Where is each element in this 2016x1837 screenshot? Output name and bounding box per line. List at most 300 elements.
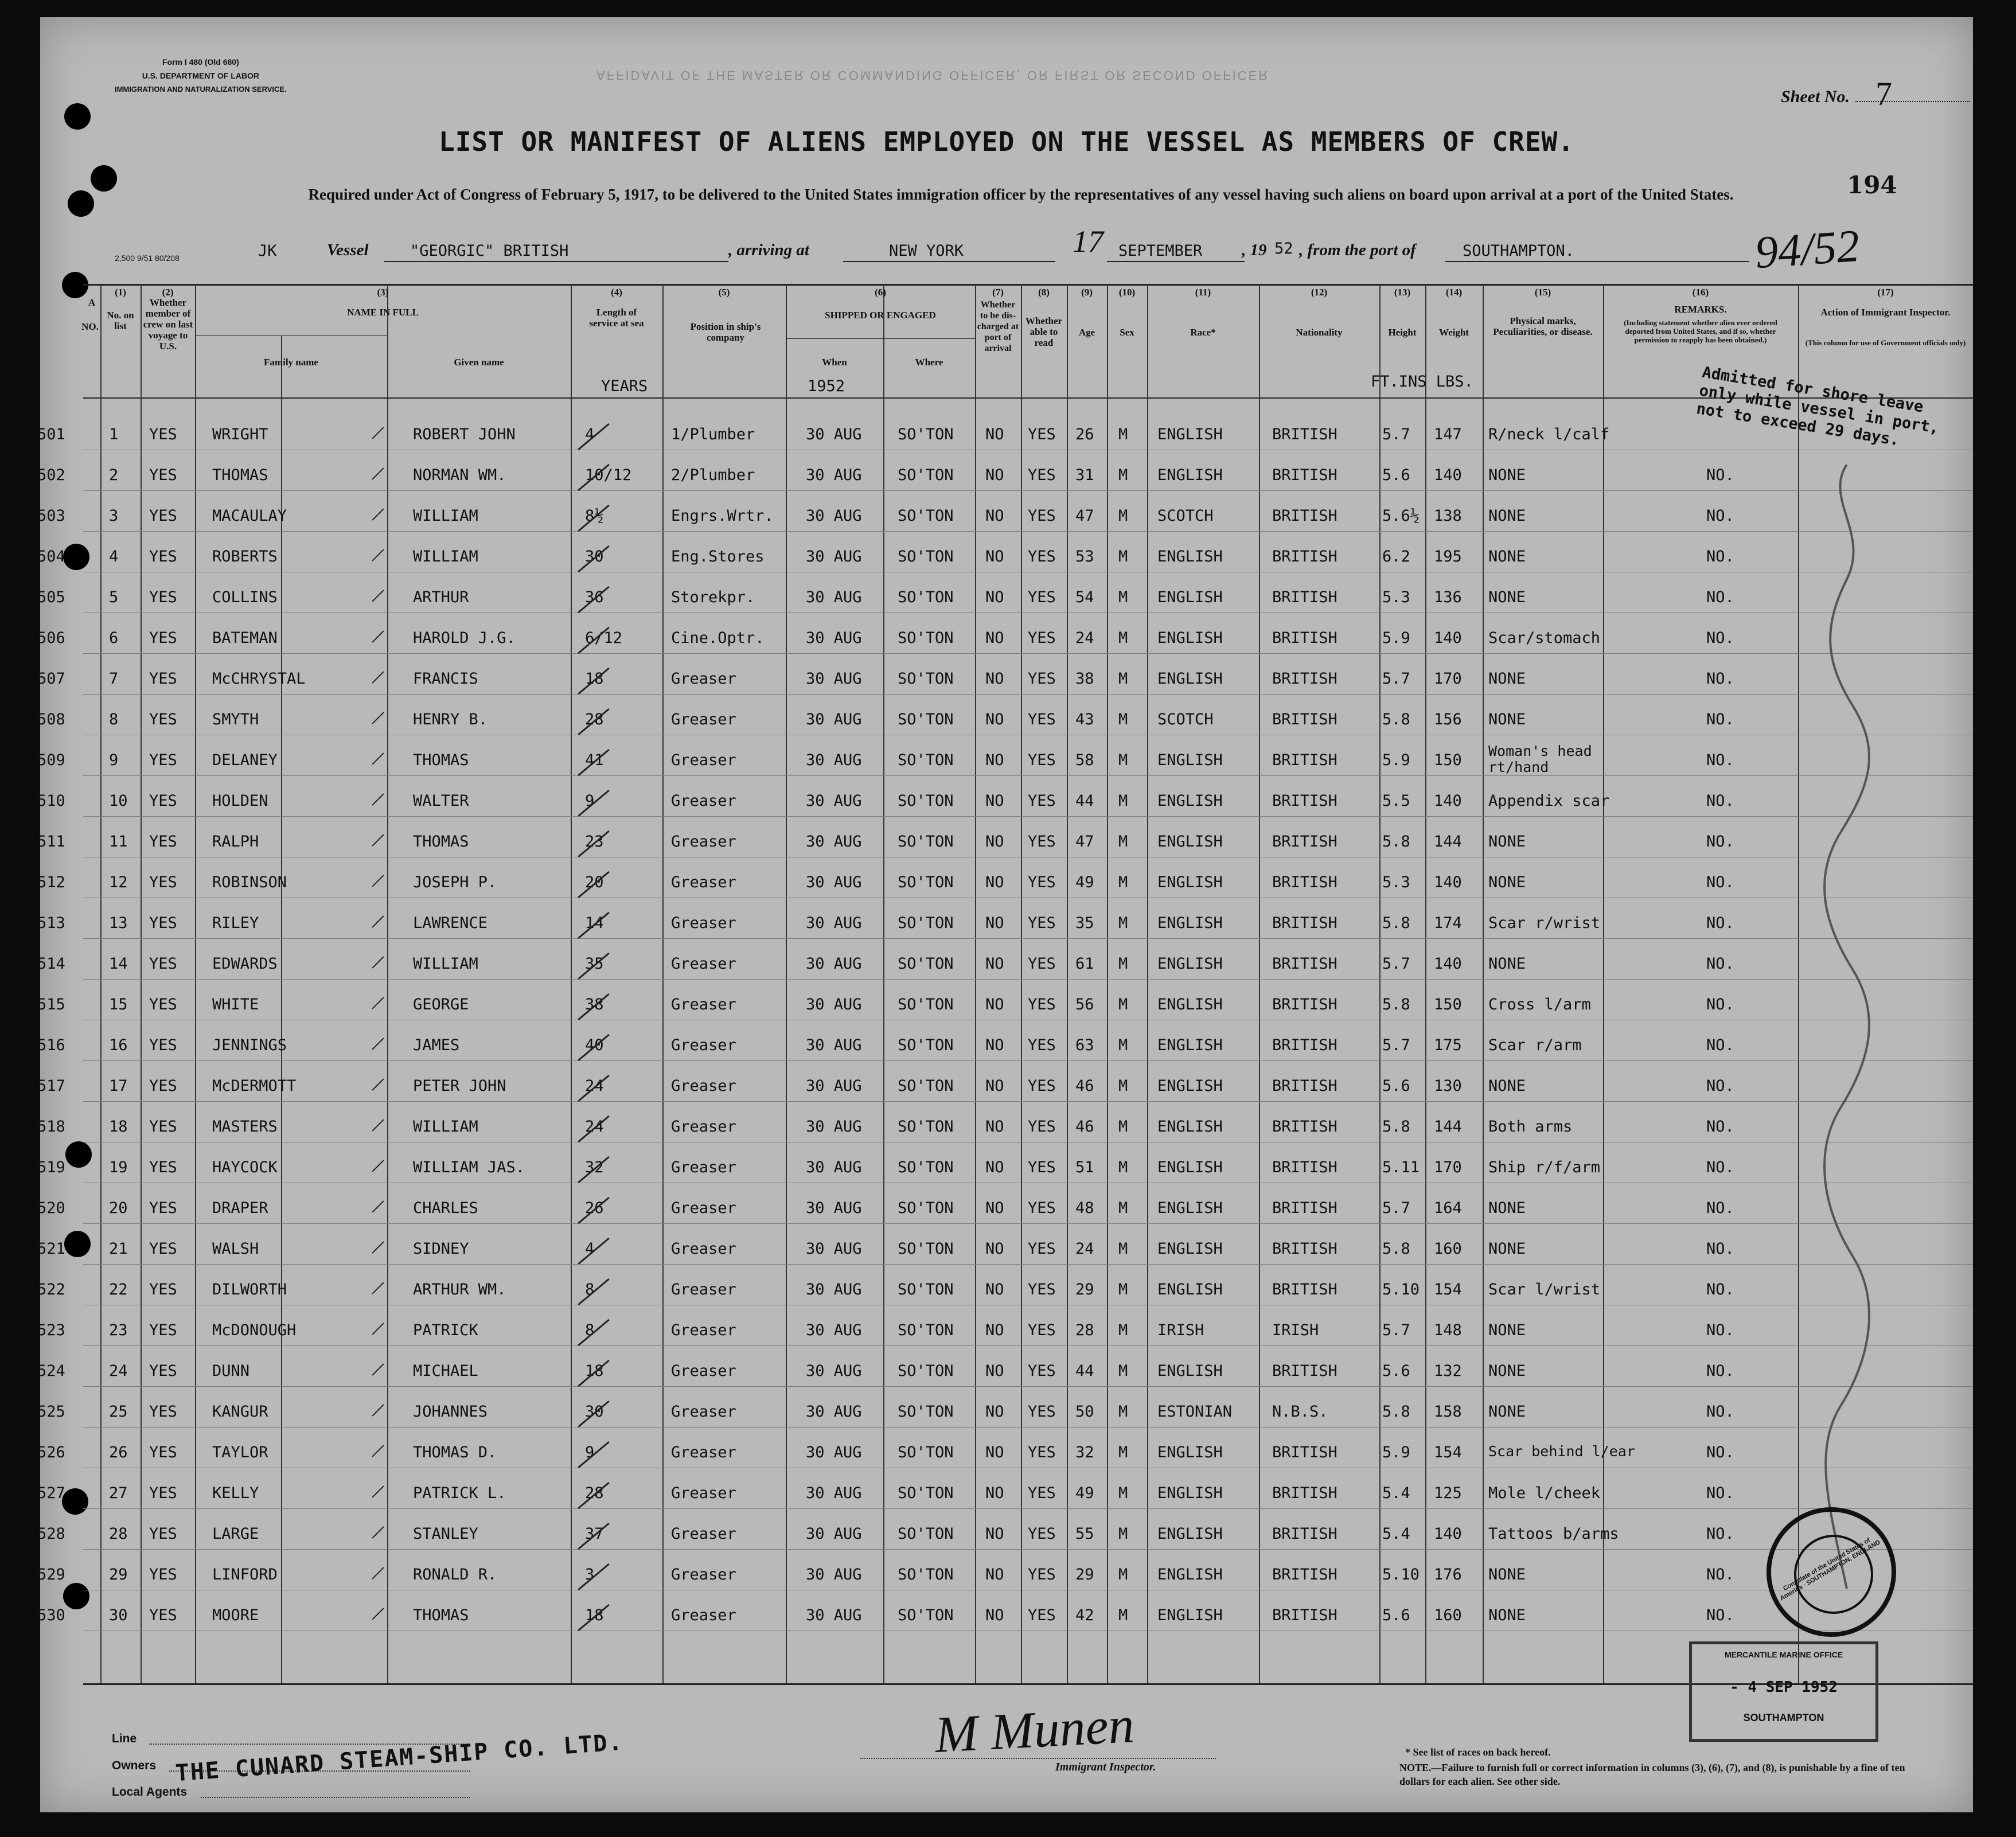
cell-shipped-when: 30 AUG (806, 1118, 862, 1136)
cell-list-number: 9 (109, 751, 119, 769)
cell-given-name: RONALD R. (413, 1566, 497, 1584)
cell-given-name: WILLIAM (413, 1118, 478, 1136)
cell-sex: M (1118, 792, 1128, 810)
cell-last-voyage: YES (149, 1566, 177, 1584)
cell-last-voyage: YES (149, 1077, 177, 1095)
cell-race: ENGLISH (1157, 1606, 1223, 1624)
cell-last-voyage: YES (149, 629, 177, 647)
cell-weight: 170 (1434, 1159, 1462, 1176)
cell-age: 49 (1075, 873, 1094, 891)
cell-able-to-read: YES (1028, 1606, 1056, 1624)
cell-shipped-where: SO'TON (898, 833, 954, 851)
check-mark (372, 915, 384, 927)
cell-shipped-where: SO'TON (898, 1444, 954, 1461)
cell-nationality: BRITISH (1272, 1159, 1337, 1176)
cell-shipped-where: SO'TON (898, 548, 954, 565)
cell-shipped-where: SO'TON (898, 1321, 954, 1339)
cell-shipped-where: SO'TON (898, 792, 954, 810)
cell-last-voyage: YES (149, 914, 177, 932)
cell-remarks: NO. (1706, 711, 1734, 728)
cell-a-number: 501 (37, 426, 65, 443)
cell-weight: 140 (1434, 629, 1462, 647)
cell-age: 44 (1075, 792, 1094, 810)
col-number: (4) (611, 287, 622, 298)
cell-nationality: BRITISH (1272, 1199, 1337, 1217)
table-row (83, 694, 1973, 695)
cell-sex: M (1118, 507, 1128, 525)
cell-position: Greaser (671, 670, 736, 688)
col-divider (1425, 284, 1426, 1683)
cell-discharged: NO (985, 955, 1004, 973)
table-row (83, 1223, 1973, 1224)
cell-family-name: MASTERS (212, 1118, 278, 1136)
cell-position: Eng.Stores (671, 548, 765, 565)
cell-shipped-when: 30 AUG (806, 1077, 862, 1095)
table-row (83, 1101, 1973, 1102)
cell-position: 1/Plumber (671, 426, 755, 443)
shore-leave-stamp: Admitted for shore leave only while vessel in port, not to exceed 29 days. (1695, 363, 1940, 450)
cell-age: 47 (1075, 833, 1094, 851)
cell-family-name: DILWORTH (212, 1281, 287, 1298)
cell-shipped-where: SO'TON (898, 426, 954, 443)
cell-sex: M (1118, 873, 1128, 891)
check-mark (372, 630, 384, 642)
cell-physical-marks: NONE (1488, 1321, 1526, 1339)
cell-race: ESTONIAN (1157, 1403, 1233, 1421)
cell-position: Greaser (671, 1077, 736, 1095)
line-label: Line (112, 1732, 137, 1745)
cell-shipped-when: 30 AUG (806, 1281, 862, 1298)
inspector-signature: M Munen (933, 1696, 1136, 1764)
header-when: When (822, 357, 847, 368)
cell-a-number: 515 (37, 996, 65, 1013)
cell-shipped-when: 30 AUG (806, 751, 862, 769)
cell-list-number: 3 (109, 507, 119, 525)
cell-nationality: BRITISH (1272, 629, 1337, 647)
cell-age: 29 (1075, 1566, 1094, 1584)
table-row (83, 490, 1973, 491)
cell-sex: M (1118, 629, 1128, 647)
cell-height: 5.8 (1382, 1403, 1410, 1421)
cell-position: Greaser (671, 914, 736, 932)
col-divider (1603, 284, 1604, 1683)
col-number: (14) (1445, 287, 1463, 298)
cell-remarks: NO. (1706, 792, 1734, 810)
check-mark (372, 834, 384, 846)
table-row (83, 1508, 1973, 1509)
cell-shipped-when: 30 AUG (806, 1321, 862, 1339)
cell-sex: M (1118, 751, 1128, 769)
cell-remarks: NO. (1706, 914, 1734, 932)
cell-discharged: NO (985, 507, 1004, 525)
cell-race: ENGLISH (1157, 629, 1223, 647)
col-divider (1147, 284, 1148, 1683)
cell-nationality: BRITISH (1272, 955, 1337, 973)
cell-discharged: NO (985, 1525, 1004, 1543)
col-number: (16) (1692, 287, 1709, 298)
sheet-number-label: Sheet No. (1781, 87, 1850, 106)
cell-discharged: NO (985, 751, 1004, 769)
cell-given-name: WILLIAM (413, 507, 478, 525)
cell-remarks: NO. (1706, 1036, 1734, 1054)
cell-race: SCOTCH (1157, 507, 1214, 525)
cell-sex: M (1118, 1077, 1128, 1095)
cell-service-length: 38 (585, 996, 604, 1013)
cell-service-length: 23 (585, 833, 604, 851)
cell-height: 5.9 (1382, 629, 1410, 647)
cell-shipped-where: SO'TON (898, 670, 954, 688)
cell-remarks: NO. (1706, 1077, 1734, 1095)
cell-position: Greaser (671, 955, 736, 973)
cell-weight: 144 (1434, 833, 1462, 851)
agents-label: Local Agents (112, 1785, 188, 1799)
cell-height: 5.6½ (1382, 507, 1420, 525)
company-stamp: THE CUNARD STEAM-SHIP CO. LTD. (174, 1729, 625, 1787)
check-mark (372, 1200, 384, 1212)
cell-family-name: MACAULAY (212, 507, 287, 525)
cell-service-length: 28 (585, 1484, 604, 1502)
cell-list-number: 6 (109, 629, 119, 647)
arrival-day: 17 (1073, 224, 1103, 259)
col-divider (786, 284, 787, 1683)
cell-weight: 136 (1434, 588, 1462, 606)
header-height: Height (1388, 327, 1417, 338)
cell-a-number: 517 (37, 1077, 65, 1095)
cell-discharged: NO (985, 1444, 1004, 1461)
header-remarks-note: (Including statement whether alien ever ordered deported from United States, and if so, whether permission to reapply has been obtained.) (1624, 318, 1777, 344)
cell-service-length: 36 (585, 588, 604, 606)
cell-nationality: BRITISH (1272, 1566, 1337, 1584)
cell-given-name: SIDNEY (413, 1240, 469, 1258)
cell-list-number: 12 (109, 873, 128, 891)
cell-a-number: 523 (37, 1321, 65, 1339)
cell-able-to-read: YES (1028, 426, 1056, 443)
cell-a-number: 526 (37, 1444, 65, 1461)
cell-given-name: ROBERT JOHN (413, 426, 516, 443)
cell-last-voyage: YES (149, 548, 177, 565)
cell-position: Greaser (671, 1240, 736, 1258)
cell-nationality: BRITISH (1272, 1444, 1337, 1461)
cell-given-name: PETER JOHN (413, 1077, 506, 1095)
cell-age: 44 (1075, 1362, 1094, 1380)
col-number: (5) (718, 287, 730, 298)
owners-label: Owners (112, 1759, 157, 1772)
cell-nationality: BRITISH (1272, 426, 1337, 443)
punch-hole (63, 1583, 89, 1609)
cell-list-number: 17 (109, 1077, 128, 1095)
cell-list-number: 10 (109, 792, 128, 810)
check-mark (372, 1526, 384, 1538)
cell-age: 58 (1075, 751, 1094, 769)
cell-a-number: 528 (37, 1525, 65, 1543)
cell-physical-marks: Scar behind l/ear (1488, 1443, 1635, 1460)
cell-able-to-read: YES (1028, 670, 1056, 688)
header-length-service: Length of service at sea (589, 307, 644, 329)
cell-age: 31 (1075, 466, 1094, 484)
cell-nationality: BRITISH (1272, 1077, 1337, 1095)
sheet-number-value: 7 (1875, 75, 1892, 112)
cell-service-length: 26 (585, 1199, 604, 1217)
cell-physical-marks: NONE (1488, 833, 1526, 851)
cell-list-number: 13 (109, 914, 128, 932)
cell-shipped-when: 30 AUG (806, 1240, 862, 1258)
cell-last-voyage: YES (149, 1240, 177, 1258)
cell-last-voyage: YES (149, 1036, 177, 1054)
cell-sex: M (1118, 711, 1128, 728)
cell-position: 2/Plumber (671, 466, 755, 484)
cell-family-name: WRIGHT (212, 426, 268, 443)
cell-shipped-where: SO'TON (898, 1036, 954, 1054)
check-mark (372, 549, 384, 561)
table-row (83, 531, 1973, 532)
header-a-text: A (88, 297, 96, 308)
cell-service-length: 4 (585, 1240, 595, 1258)
cell-physical-marks: Woman's head rt/hand (1488, 743, 1592, 775)
cell-able-to-read: YES (1028, 833, 1056, 851)
cell-discharged: NO (985, 548, 1004, 565)
cell-physical-marks: NONE (1488, 670, 1526, 688)
cell-weight: 147 (1434, 426, 1462, 443)
from-label: , from the port of (1299, 241, 1416, 259)
cell-family-name: JENNINGS (212, 1036, 287, 1054)
cell-shipped-where: SO'TON (898, 507, 954, 525)
punch-hole (68, 190, 94, 217)
cell-sex: M (1118, 1566, 1128, 1584)
cell-race: ENGLISH (1157, 1159, 1223, 1176)
cell-shipped-where: SO'TON (898, 1159, 954, 1176)
cell-a-number: 520 (37, 1199, 65, 1217)
cell-height: 5.4 (1382, 1525, 1410, 1543)
signature-line (860, 1758, 1216, 1759)
cell-family-name: COLLINS (212, 588, 278, 606)
cell-last-voyage: YES (149, 588, 177, 606)
cell-list-number: 19 (109, 1159, 128, 1176)
cell-position: Greaser (671, 1566, 736, 1584)
cell-physical-marks: Both arms (1488, 1118, 1573, 1136)
cell-weight: 150 (1434, 751, 1462, 769)
cell-given-name: THOMAS (413, 751, 469, 769)
cell-last-voyage: YES (149, 670, 177, 688)
cell-physical-marks: Scar/stomach (1488, 629, 1601, 647)
cell-position: Greaser (671, 1199, 736, 1217)
cell-shipped-when: 30 AUG (806, 1606, 862, 1624)
cell-position: Greaser (671, 1159, 736, 1176)
cell-able-to-read: YES (1028, 1077, 1056, 1095)
cell-given-name: HAROLD J.G. (413, 629, 516, 647)
cell-given-name: GEORGE (413, 996, 469, 1013)
year-prefix: , 19 (1242, 241, 1267, 259)
arriving-label: , arriving at (728, 241, 809, 259)
cell-race: IRISH (1157, 1321, 1204, 1339)
cell-age: 43 (1075, 711, 1094, 728)
vessel-label: Vessel (327, 241, 369, 259)
cell-shipped-when: 30 AUG (806, 1566, 862, 1584)
cell-discharged: NO (985, 629, 1004, 647)
check-mark (372, 956, 384, 968)
cell-given-name: CHARLES (413, 1199, 478, 1217)
cell-a-number: 507 (37, 670, 65, 688)
cell-shipped-where: SO'TON (898, 1403, 954, 1421)
header-no-text: NO. (81, 321, 99, 332)
table-row (83, 1386, 1973, 1387)
cell-able-to-read: YES (1028, 1566, 1056, 1584)
cell-able-to-read: YES (1028, 507, 1056, 525)
cell-last-voyage: YES (149, 751, 177, 769)
col-number: (12) (1311, 287, 1328, 298)
cell-family-name: DUNN (212, 1362, 250, 1380)
arrival-month: SEPTEMBER (1118, 242, 1203, 260)
cell-family-name: DELANEY (212, 751, 278, 769)
inspector-label: Immigrant Inspector. (1055, 1761, 1156, 1773)
cell-physical-marks: NONE (1488, 466, 1526, 484)
cell-weight: 148 (1434, 1321, 1462, 1339)
cell-remarks: NO. (1706, 1199, 1734, 1217)
cell-sex: M (1118, 1484, 1128, 1502)
agents-field (201, 1797, 470, 1798)
cell-nationality: BRITISH (1272, 873, 1337, 891)
cell-service-length: 24 (585, 1118, 604, 1136)
cell-family-name: LARGE (212, 1525, 259, 1543)
cell-given-name: NORMAN WM. (413, 466, 506, 484)
cell-nationality: BRITISH (1272, 751, 1337, 769)
cell-discharged: NO (985, 1484, 1004, 1502)
cell-family-name: ROBERTS (212, 548, 278, 565)
cell-physical-marks: NONE (1488, 711, 1526, 728)
cell-remarks: NO. (1706, 1362, 1734, 1380)
cell-position: Greaser (671, 1281, 736, 1298)
cell-shipped-when: 30 AUG (806, 426, 862, 443)
cell-list-number: 25 (109, 1403, 128, 1421)
check-mark (372, 752, 384, 765)
cell-a-number: 527 (37, 1484, 65, 1502)
handwritten-wavy-line (1812, 465, 1881, 1589)
cell-given-name: ARTHUR (413, 588, 469, 606)
cell-shipped-when: 30 AUG (806, 955, 862, 973)
cell-discharged: NO (985, 996, 1004, 1013)
cell-list-number: 23 (109, 1321, 128, 1339)
cell-nationality: IRISH (1272, 1321, 1319, 1339)
cell-shipped-where: SO'TON (898, 1606, 954, 1624)
cell-last-voyage: YES (149, 833, 177, 851)
cell-age: 61 (1075, 955, 1094, 973)
cell-age: 46 (1075, 1118, 1094, 1136)
cell-service-length: 4 (585, 426, 595, 443)
col-divider (281, 336, 282, 1683)
cell-position: Greaser (671, 711, 736, 728)
cell-weight: 174 (1434, 914, 1462, 932)
col-divider (1798, 284, 1799, 1683)
col-number: (9) (1081, 287, 1093, 298)
shipped-subheader-line (786, 338, 975, 339)
cell-a-number: 510 (37, 792, 65, 810)
consulate-seal (1767, 1507, 1896, 1637)
cell-sex: M (1118, 1118, 1128, 1136)
cell-nationality: BRITISH (1272, 833, 1337, 851)
cell-weight: 130 (1434, 1077, 1462, 1095)
cell-height: 5.8 (1382, 833, 1410, 851)
cell-height: 5.6 (1382, 1606, 1410, 1624)
cell-age: 47 (1075, 507, 1094, 525)
cell-position: Greaser (671, 1362, 736, 1380)
cell-discharged: NO (985, 1566, 1004, 1584)
cell-discharged: NO (985, 1403, 1004, 1421)
cell-age: 51 (1075, 1159, 1094, 1176)
cell-discharged: NO (985, 670, 1004, 688)
cell-height: 5.7 (1382, 426, 1410, 443)
cell-shipped-when: 30 AUG (806, 588, 862, 606)
header-age: Age (1078, 327, 1095, 338)
cell-given-name: ARTHUR WM. (413, 1281, 506, 1298)
cell-remarks: NO. (1706, 1159, 1734, 1176)
mercantile-office-stamp (1689, 1641, 1878, 1742)
print-code: 2,500 9/51 80/208 (115, 253, 180, 263)
cell-position: Greaser (671, 833, 736, 851)
cell-shipped-where: SO'TON (898, 1199, 954, 1217)
cell-last-voyage: YES (149, 792, 177, 810)
cell-service-length: 8 (585, 1281, 595, 1298)
cell-sex: M (1118, 1199, 1128, 1217)
cell-weight: 160 (1434, 1606, 1462, 1624)
cell-shipped-when: 30 AUG (806, 711, 862, 728)
cell-last-voyage: YES (149, 955, 177, 973)
cell-height: 5.7 (1382, 955, 1410, 973)
cell-shipped-where: SO'TON (898, 711, 954, 728)
cell-family-name: RILEY (212, 914, 259, 932)
cell-able-to-read: YES (1028, 1240, 1056, 1258)
cell-sex: M (1118, 1362, 1128, 1380)
cell-age: 63 (1075, 1036, 1094, 1054)
cell-given-name: THOMAS (413, 1606, 469, 1624)
from-line (1445, 261, 1749, 262)
cell-shipped-when: 30 AUG (806, 1362, 862, 1380)
cell-height: 5.5 (1382, 792, 1410, 810)
cell-nationality: BRITISH (1272, 466, 1337, 484)
cell-discharged: NO (985, 873, 1004, 891)
col-number: (11) (1195, 287, 1211, 298)
cell-race: ENGLISH (1157, 1036, 1223, 1054)
cell-remarks: NO. (1706, 1118, 1734, 1136)
cell-discharged: NO (985, 1036, 1004, 1054)
cell-last-voyage: YES (149, 1321, 177, 1339)
cell-a-number: 530 (37, 1606, 65, 1624)
arriving-port: NEW YORK (889, 242, 964, 260)
cell-nationality: N.B.S. (1272, 1403, 1328, 1421)
header-nationality: Nationality (1296, 327, 1343, 338)
cell-shipped-where: SO'TON (898, 955, 954, 973)
cell-height: 5.10 (1382, 1566, 1420, 1584)
cell-remarks: NO. (1706, 996, 1734, 1013)
cell-physical-marks: NONE (1488, 873, 1526, 891)
cell-service-length: 9 (585, 1444, 595, 1461)
cell-position: Greaser (671, 1321, 736, 1339)
check-mark (372, 508, 384, 520)
table-row (83, 979, 1973, 980)
cell-race: ENGLISH (1157, 548, 1223, 565)
cell-remarks: NO. (1706, 1606, 1734, 1624)
cell-height: 5.7 (1382, 1199, 1410, 1217)
cell-sex: M (1118, 1606, 1128, 1624)
cell-able-to-read: YES (1028, 588, 1056, 606)
table-row (83, 1345, 1973, 1346)
table-row (83, 653, 1973, 654)
cell-list-number: 28 (109, 1525, 128, 1543)
cell-remarks: NO. (1706, 1240, 1734, 1258)
cell-height: 5.6 (1382, 1077, 1410, 1095)
col-divider (662, 284, 664, 1683)
cell-race: ENGLISH (1157, 1281, 1223, 1298)
cell-able-to-read: YES (1028, 548, 1056, 565)
cell-list-number: 14 (109, 955, 128, 973)
